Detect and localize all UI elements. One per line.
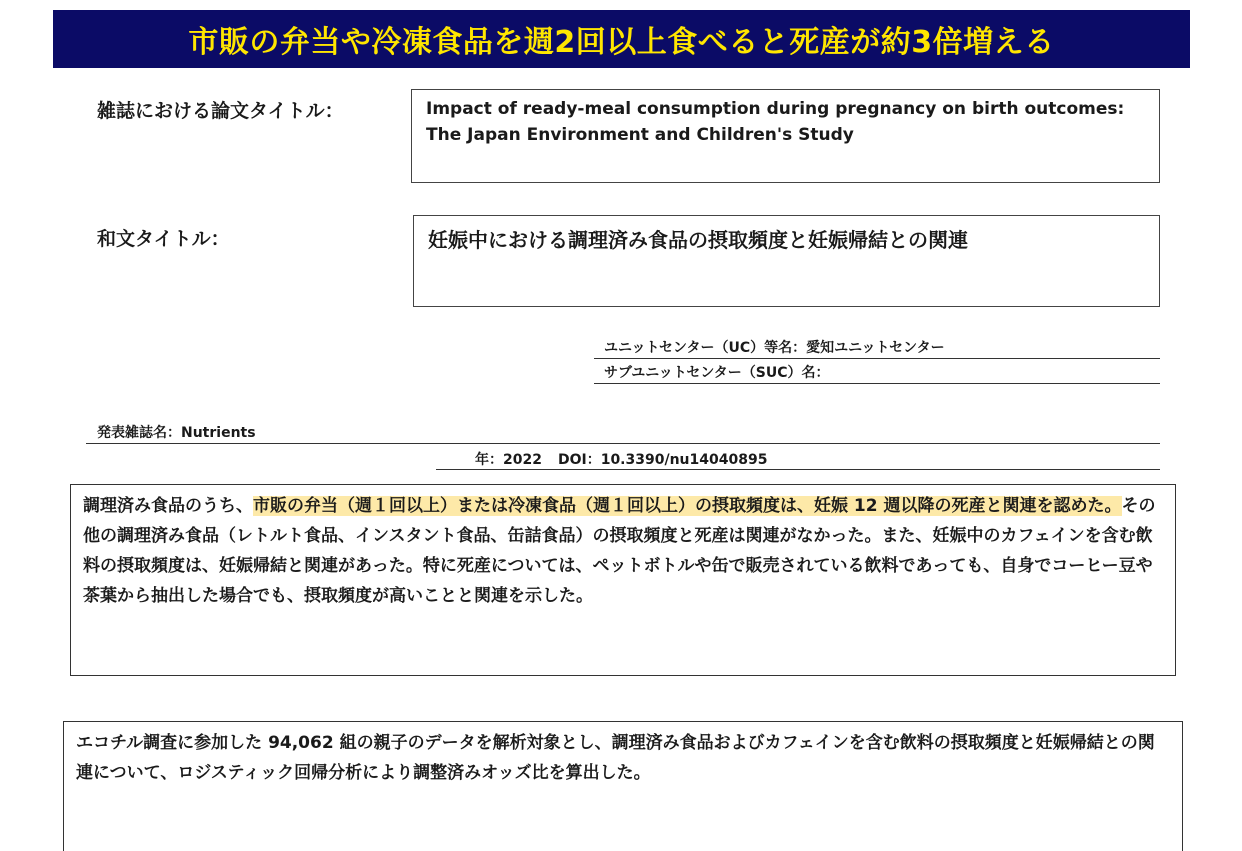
year-doi-rule bbox=[436, 469, 1160, 470]
doi-value: 10.3390/nu14040895 bbox=[600, 452, 768, 468]
japanese-title: 妊娠中における調理済み食品の摂取頻度と妊娠帰結との関連 bbox=[428, 228, 968, 252]
sub-unit-center-rule bbox=[594, 383, 1160, 384]
year-value: 2022 bbox=[503, 452, 542, 468]
unit-center-value: 愛知ユニットセンター bbox=[806, 340, 945, 356]
summary-rest: その他の調理済み食品（レトルト食品、インスタント食品、缶詰食品）の摂取頻度と死産は関連がなかった。また、妊娠中のカフェインを含む飲料の摂取頻度は、妊娠帰結と関連があった。特に死産については、ペットボトルや缶で販売されている飲料であっても、自身でコーヒー豆や茶葉から抽出した場合でも、摂取頻度が高いことと関連を示した。 bbox=[83, 496, 1156, 606]
year-doi-line bbox=[475, 449, 767, 469]
year-label: 年： bbox=[475, 452, 503, 468]
japanese-title-label: 和文タイトル： bbox=[97, 228, 230, 250]
paper-title-en: Impact of ready-meal consumption during pregnancy on birth outcomes: The Japan Environment and Children's Study bbox=[426, 99, 1125, 145]
journal-rule bbox=[86, 443, 1160, 444]
paper-title-box bbox=[411, 89, 1160, 183]
unit-center-line bbox=[604, 337, 945, 357]
sub-unit-center-label: サブユニットセンター（SUC）名： bbox=[604, 365, 830, 381]
summary-intro: 調理済み食品のうち、 bbox=[83, 496, 253, 516]
journal-line bbox=[97, 422, 256, 442]
headline-text: 市販の弁当や冷凍食品を週2回以上食べると死産が約3倍増える bbox=[188, 25, 1055, 60]
japanese-title-box bbox=[413, 215, 1160, 307]
headline-banner bbox=[53, 10, 1190, 68]
methods-text: エコチル調査に参加した 94,062 組の親子のデータを解析対象とし、調理済み食品およびカフェインを含む飲料の摂取頻度と妊娠帰結との関連について、ロジスティック回帰分析により調整済みオッズ比を算出した。 bbox=[76, 733, 1155, 783]
summary-highlight: 市販の弁当（週１回以上）または冷凍食品（週１回以上）の摂取頻度は、妊娠 12 週以降の死産と関連を認めた。 bbox=[253, 496, 1122, 516]
methods-box bbox=[63, 721, 1183, 851]
journal-value: Nutrients bbox=[181, 425, 256, 441]
doi-label: DOI： bbox=[557, 452, 601, 468]
summary-box bbox=[70, 484, 1176, 676]
unit-center-rule bbox=[594, 358, 1160, 359]
unit-center-label: ユニットセンター（UC）等名： bbox=[604, 340, 807, 356]
paper-title-label: 雑誌における論文タイトル： bbox=[97, 100, 344, 122]
journal-label: 発表雑誌名： bbox=[97, 425, 181, 441]
